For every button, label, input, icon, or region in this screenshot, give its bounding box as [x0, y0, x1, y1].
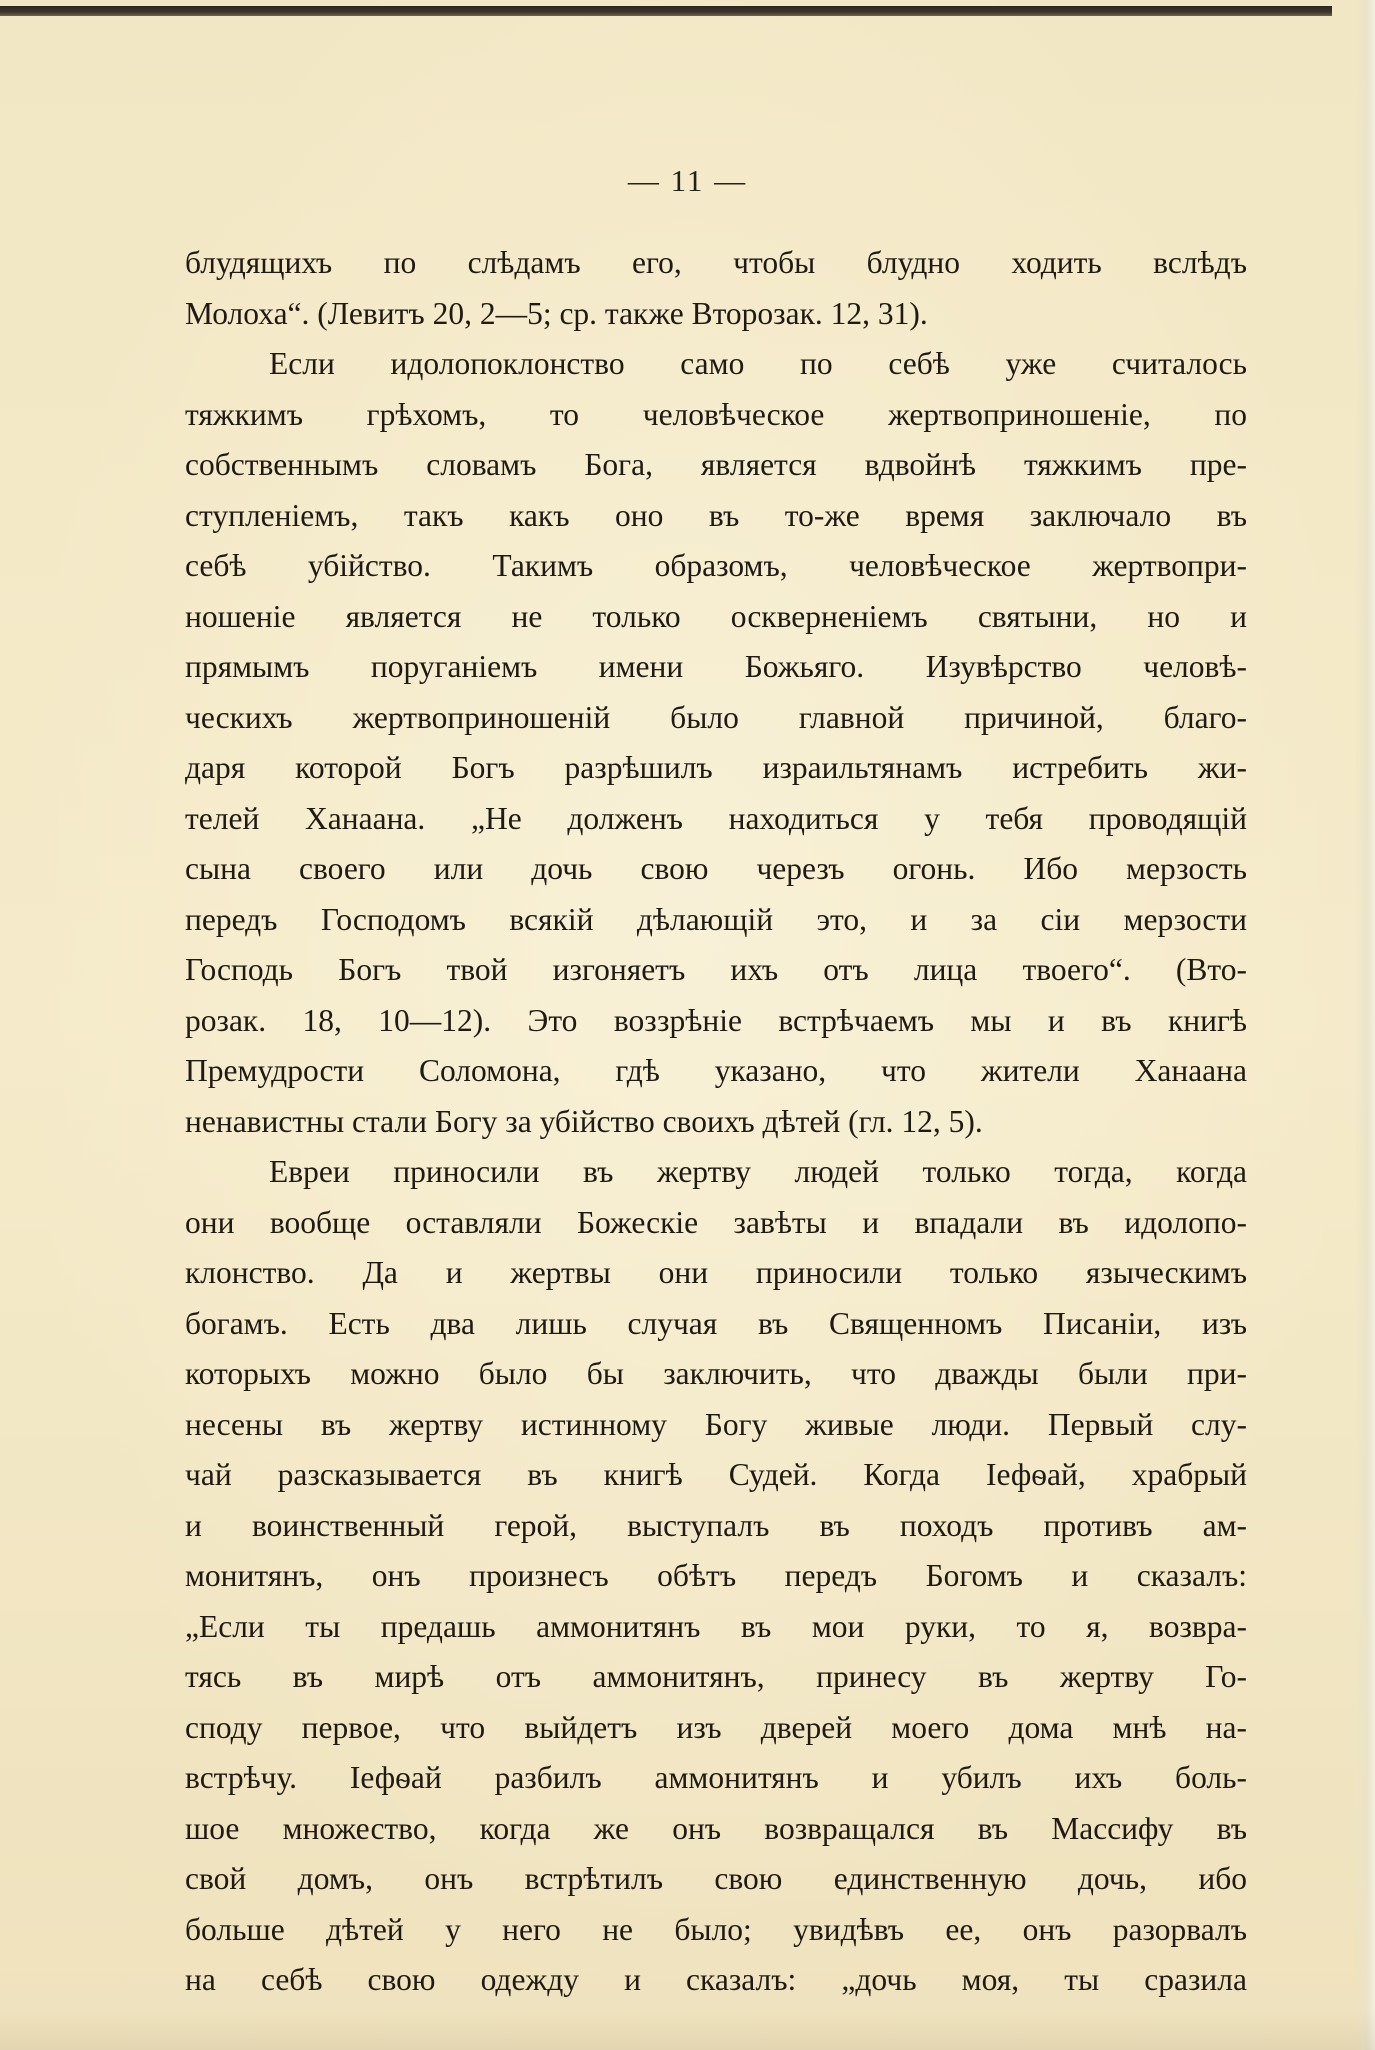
text-line: споду первое, что выйдетъ изъ дверей моего дома мнѣ на-	[185, 1709, 1247, 1745]
text-line: монитянъ, онъ произнесъ обѣтъ передъ Богомъ и сказалъ:	[185, 1558, 1247, 1593]
text-line: клонство. Да и жертвы они приносили только языческимъ	[185, 1255, 1247, 1290]
text-line: Евреи приносили въ жертву людей только тогда, когда	[269, 1154, 1247, 1189]
text-line: „Если ты предашь аммонитянъ въ мои руки, то я, возвра-	[185, 1608, 1247, 1644]
text-line: больше дѣтей у него не было; увидѣвъ ее, онъ разорвалъ	[185, 1911, 1247, 1947]
text-line: розак. 18, 10—12). Это воззрѣніе встрѣчаемъ мы и въ книгѣ	[185, 1002, 1247, 1038]
text-line: на себѣ свою одежду и сказалъ: „дочь моя, ты сразила	[185, 1962, 1247, 1997]
text-line: прямымъ поруганіемъ имени Божьяго. Изувѣрство человѣ-	[185, 649, 1247, 684]
text-line: блудящихъ по слѣдамъ его, чтобы блудно ходить вслѣдъ	[185, 245, 1247, 280]
text-line: ческихъ жертвоприношеній было главной причиной, благо-	[185, 699, 1247, 735]
text-line: собственнымъ словамъ Бога, является вдвойнѣ тяжкимъ пре-	[185, 447, 1247, 482]
text-line: телей Ханаана. „Не долженъ находиться у тебя проводящій	[185, 800, 1247, 836]
text-line: шое множество, когда же онъ возвращался въ Массифу въ	[185, 1810, 1247, 1846]
text-line: богамъ. Есть два лишь случая въ Священномъ Писаніи, изъ	[185, 1305, 1247, 1341]
text-line: несены въ жертву истинному Богу живые люди. Первый слу-	[185, 1406, 1247, 1442]
text-line: себѣ убійство. Такимъ образомъ, человѣческое жертвопри-	[185, 548, 1247, 583]
body-text	[185, 238, 1247, 2006]
page-number: — 11 —	[627, 163, 748, 198]
text-line: и воинственный герой, выступалъ въ походъ противъ ам-	[185, 1507, 1247, 1543]
text-line: Если идолопоклонство само по себѣ уже считалось	[269, 346, 1247, 381]
top-border-rule	[0, 6, 1332, 16]
text-line: Премудрости Соломона, гдѣ указано, что жители Ханаана	[185, 1053, 1247, 1088]
page-edge	[1355, 0, 1375, 2050]
text-line: ступленіемъ, такъ какъ оно въ то-же время заключало въ	[185, 497, 1247, 533]
text-line: сына своего или дочь свою черезъ огонь. Ибо мерзость	[185, 851, 1247, 886]
text-line: ненавистны стали Богу за убійство своихъ дѣтей (гл. 12, 5).	[185, 1103, 983, 1139]
text-line: они вообще оставляли Божескіе завѣты и впадали въ идолопо-	[185, 1204, 1247, 1240]
text-line: встрѣчу. Іефѳай разбилъ аммонитянъ и убилъ ихъ боль-	[185, 1760, 1247, 1795]
page-shadow	[0, 2010, 1375, 2050]
text-line: даря которой Богъ разрѣшилъ израильтянамъ истребить жи-	[185, 750, 1247, 785]
text-line: тясь въ мирѣ отъ аммонитянъ, принесу въ жертву Го-	[185, 1659, 1247, 1694]
text-line: которыхъ можно было бы заключить, что дважды были при-	[185, 1356, 1247, 1391]
text-line: Господь Богъ твой изгоняетъ ихъ отъ лица твоего“. (Вто-	[185, 952, 1247, 987]
text-line: свой домъ, онъ встрѣтилъ свою единственную дочь, ибо	[185, 1861, 1247, 1896]
text-line: ношеніе является не только оскверненіемъ святыни, но и	[185, 598, 1247, 634]
text-line: тяжкимъ грѣхомъ, то человѣческое жертвоприношеніе, по	[185, 396, 1247, 432]
text-line: Молоха“. (Левитъ 20, 2—5; ср. также Второзак. 12, 31).	[185, 295, 928, 331]
text-line: чай разсказывается въ книгѣ Судей. Когда Іефѳай, храбрый	[185, 1457, 1247, 1492]
text-line: передъ Господомъ всякій дѣлающій это, и за сіи мерзости	[185, 901, 1247, 937]
